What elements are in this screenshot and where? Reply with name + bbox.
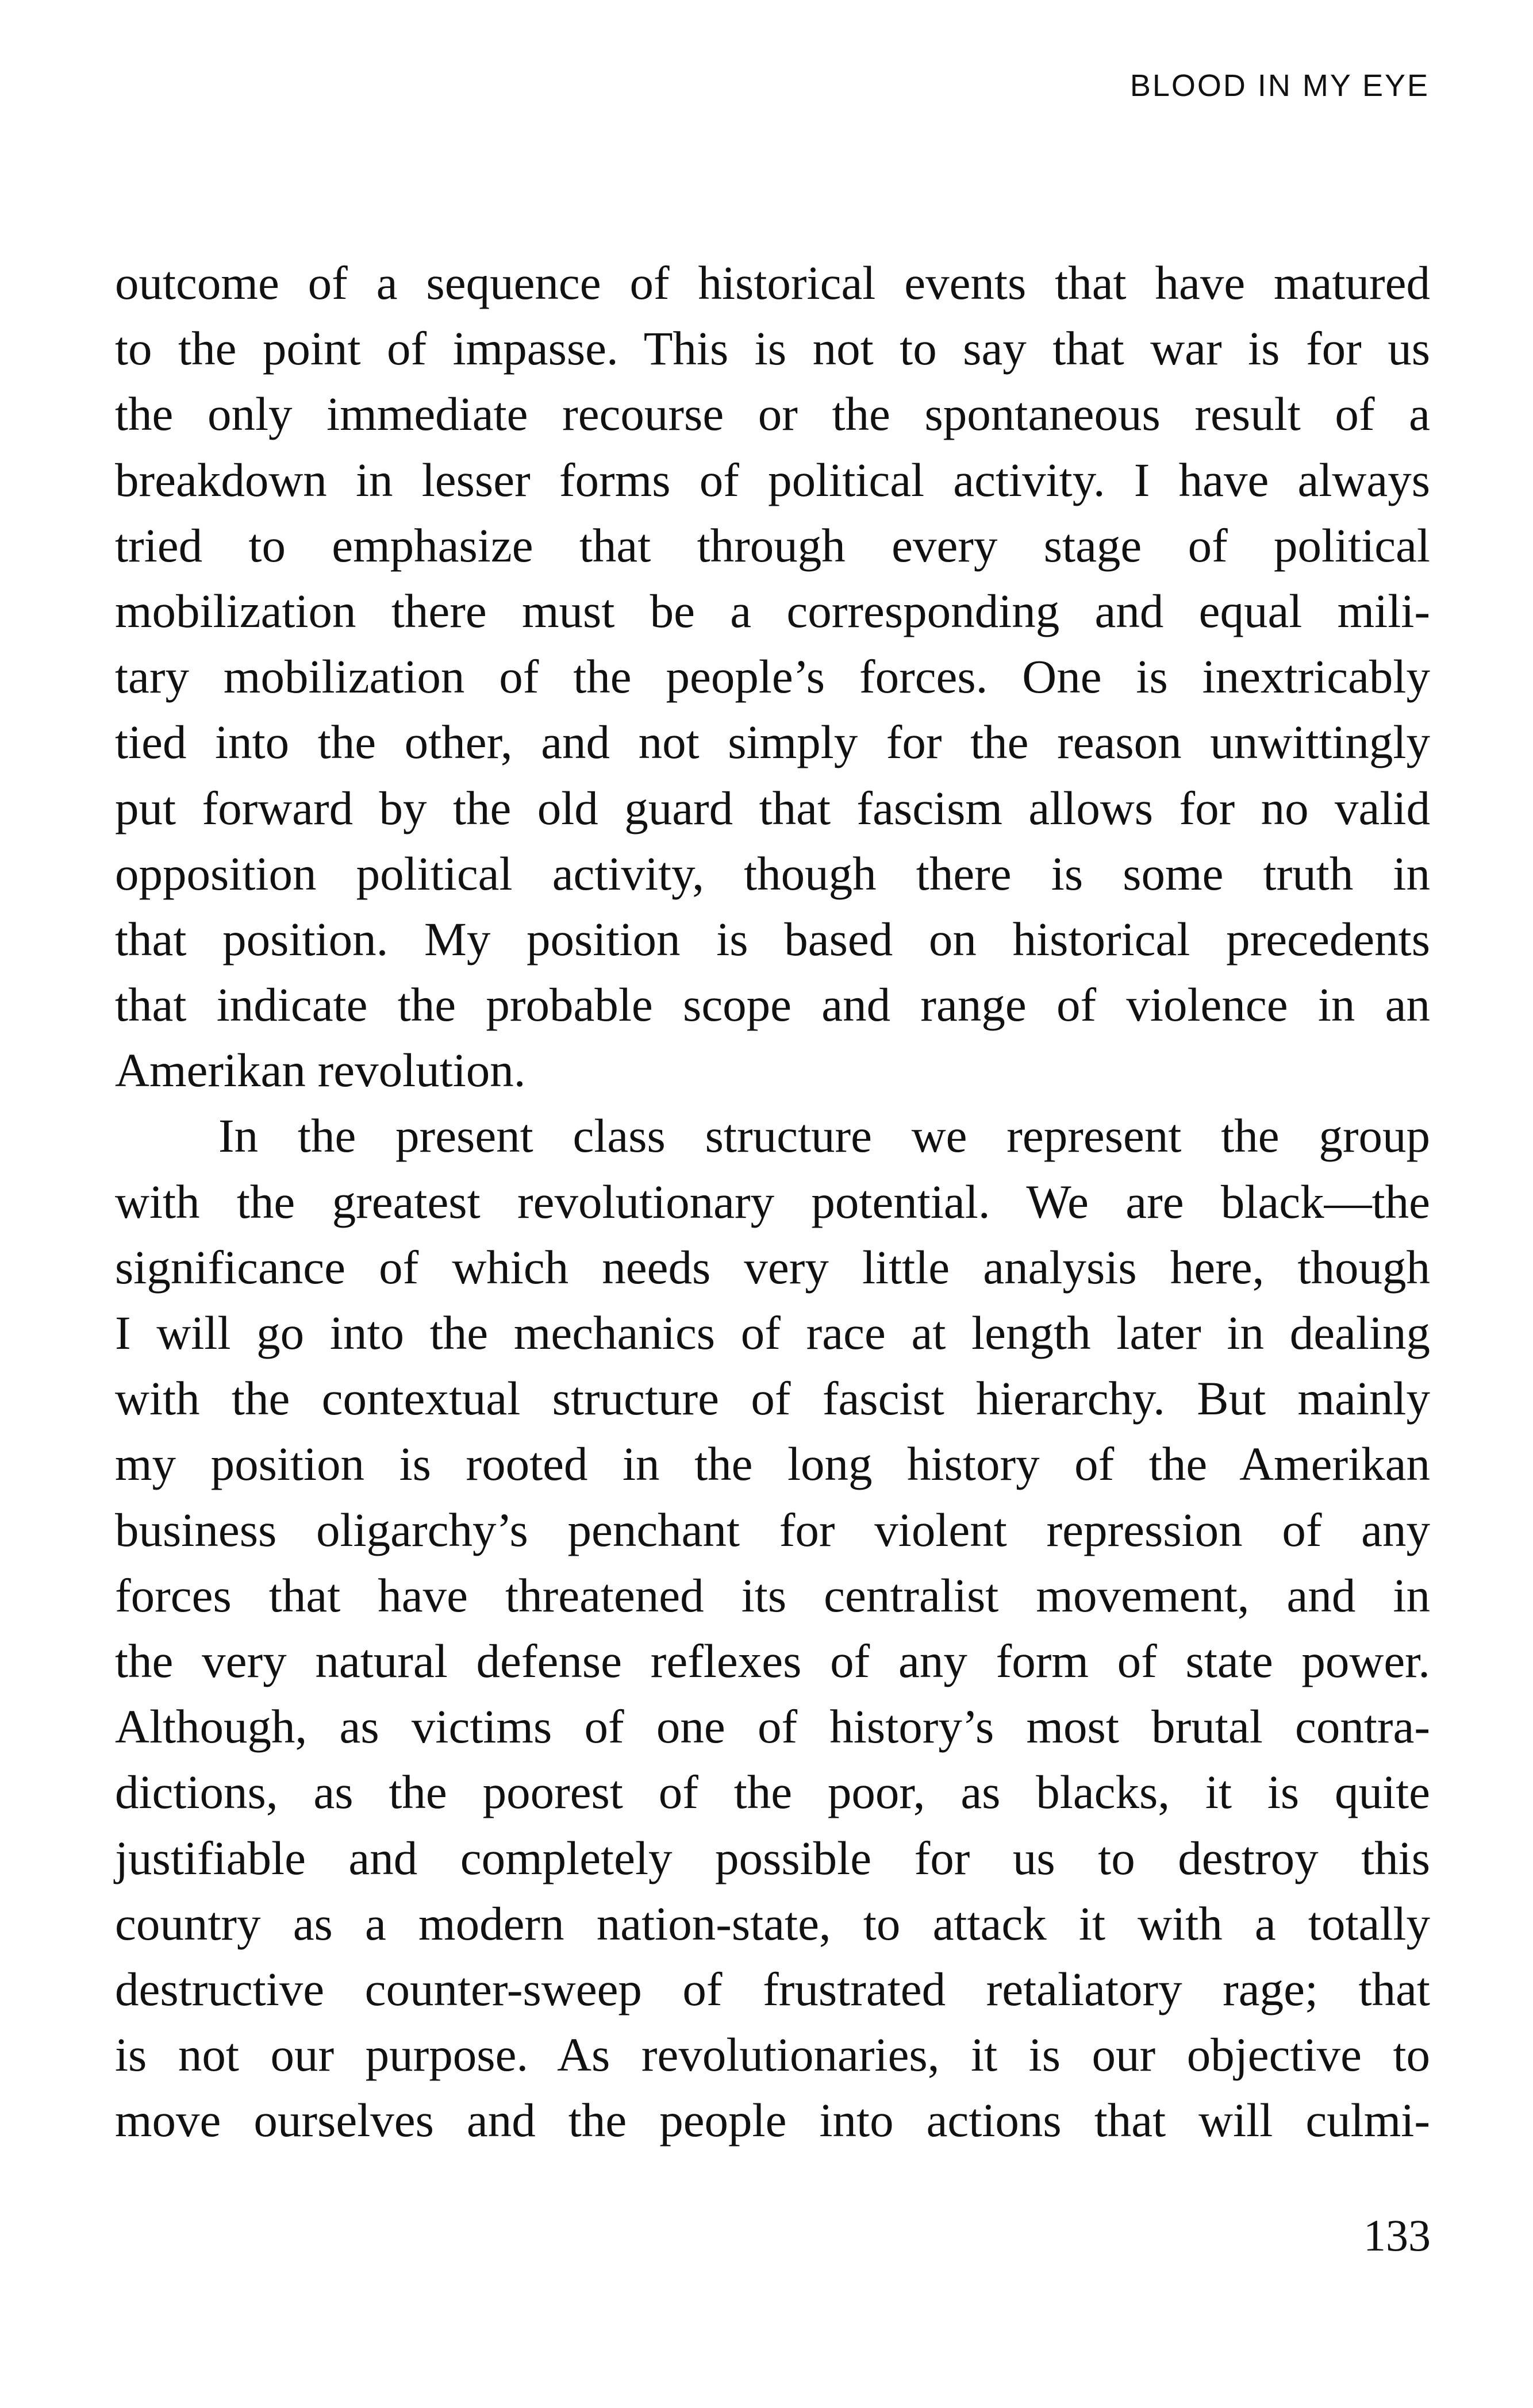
text-line: my position is rooted in the long history of the Amerikan — [115, 1437, 1430, 1491]
text-line: In the present class structure we represent the group — [218, 1109, 1430, 1163]
paragraph-2 — [115, 1103, 1430, 2153]
text-line: that position. My position is based on historical precedents — [115, 912, 1430, 965]
text-line: country as a modern nation-state, to attack it with a totally — [115, 1897, 1430, 1950]
text-line: the only immediate recourse or the spontaneous result of a — [115, 387, 1430, 441]
text-line: is not our purpose. As revolutionaries, it is our objective to — [115, 2028, 1430, 2082]
text-line: justifiable and completely possible for us to destroy this — [115, 1831, 1430, 1884]
text-line: opposition political activity, though there is some truth in — [115, 847, 1430, 900]
text-line: forces that have threatened its centralist movement, and in — [115, 1568, 1430, 1622]
paragraph-1 — [115, 250, 1430, 1103]
text-line: Although, as victims of one of history’s most brutal contra- — [115, 1700, 1430, 1753]
text-line: the very natural defense reflexes of any form of state power. — [115, 1634, 1430, 1687]
page-number: 133 — [1363, 2210, 1431, 2260]
body-text — [115, 250, 1430, 2153]
text-line: put forward by the old guard that fascism allows for no valid — [115, 781, 1430, 834]
text-line: business oligarchy’s penchant for violent repression of any — [115, 1503, 1430, 1556]
text-line: with the greatest revolutionary potential. We are black—the — [115, 1175, 1430, 1228]
text-line: tary mobilization of the people’s forces. One is inextricably — [115, 650, 1430, 703]
text-line: Amerikan revolution. — [115, 1044, 526, 1097]
text-line: breakdown in lesser forms of political activity. I have always — [115, 453, 1430, 506]
text-line: dictions, as the poorest of the poor, as blacks, it is quite — [115, 1765, 1430, 1819]
text-line: tied into the other, and not simply for the reason unwittingly — [115, 716, 1430, 769]
text-line: with the contextual structure of fascist hierarchy. But mainly — [115, 1372, 1430, 1425]
text-line: tried to emphasize that through every stage of political — [115, 518, 1430, 572]
text-line: I will go into the mechanics of race at length later in dealing — [115, 1306, 1430, 1359]
running-head: BLOOD IN MY EYE — [1129, 68, 1430, 103]
text-line: destructive counter-sweep of frustrated retaliatory rage; that — [115, 1962, 1430, 2015]
text-line: outcome of a sequence of historical events that have matured — [115, 256, 1430, 309]
text-line: move ourselves and the people into actions that will culmi- — [115, 2094, 1430, 2147]
text-line: that indicate the probable scope and range of violence in an — [115, 978, 1430, 1032]
text-line: mobilization there must be a corresponding and equal mili- — [115, 584, 1430, 637]
text-line: to the point of impasse. This is not to say that war is for us — [115, 322, 1430, 375]
text-line: significance of which needs very little analysis here, though — [115, 1240, 1430, 1294]
